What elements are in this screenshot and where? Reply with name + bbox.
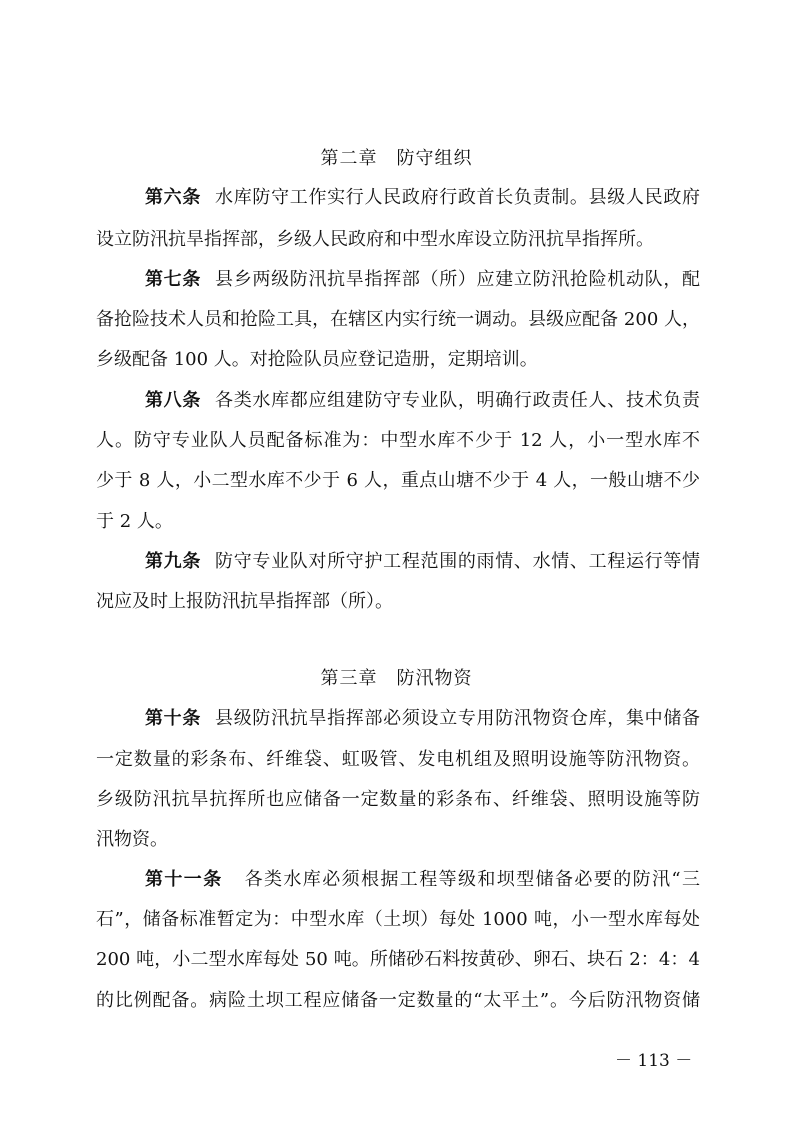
article-6-line-1 (145, 186, 700, 210)
article-8-line-4: 于 2 人。 (96, 511, 173, 532)
article-9-number: 第九条 (145, 551, 202, 572)
article-9-line-2: 况应及时上报防汛抗旱指挥部（所）。 (96, 591, 393, 612)
article-11-line-2: 石”，储备标准暂定为：中型水库（土坝）每处 1000 吨，小一型水库每处 (96, 909, 700, 930)
article-11-line-3: 200 吨，小二型水库每处 50 吨。所储砂石料按黄砂、卵石、块石 2：4：4 (96, 949, 700, 970)
article-10-number: 第十条 (145, 708, 202, 729)
article-10-line-4: 汛物资。 (96, 829, 168, 850)
chapter-2-heading: 第二章 防守组织 (320, 148, 473, 169)
article-10-line-1 (145, 707, 700, 731)
article-7-line-1 (145, 268, 700, 292)
article-7-line-3: 乡级配备 100 人。对抢险队员应登记造册，定期培训。 (96, 349, 538, 370)
article-11-line-1 (145, 868, 700, 892)
article-8-text-1: 各类水库都应组建防守专业队，明确行政责任人、技术负责 (215, 390, 701, 411)
article-9-text-1: 防守专业队对所守护工程范围的雨情、水情、工程运行等情 (215, 551, 701, 572)
article-6-text-1: 水库防守工作实行人民政府行政首长负责制。县级人民政府 (215, 187, 701, 208)
article-9-line-1 (145, 550, 700, 574)
article-11-line-4: 的比例配备。病险土坝工程应储备一定数量的“太平土”。今后防汛物资储 (96, 990, 700, 1011)
article-7-number: 第七条 (145, 269, 202, 290)
article-10-line-2: 一定数量的彩条布、纤维袋、虹吸管、发电机组及照明设施等防汛物资。 (96, 749, 700, 770)
chapter-3-heading: 第三章 防汛物资 (320, 668, 473, 689)
article-10-line-3: 乡级防汛抗旱抗挥所也应储备一定数量的彩条布、纤维袋、照明设施等防 (96, 789, 700, 810)
article-8-line-1 (145, 389, 700, 413)
article-7-text-1: 县乡两级防汛抗旱指挥部（所）应建立防汛抢险机动队，配 (215, 269, 701, 290)
article-8-number: 第八条 (145, 390, 202, 411)
article-11-number: 第十一条 (145, 869, 223, 890)
article-7-line-2: 备抢险技术人员和抢险工具，在辖区内实行统一调动。县级应配备 200 人， (96, 309, 700, 330)
article-6-number: 第六条 (145, 187, 202, 208)
article-8-line-3: 少于 8 人，小二型水库不少于 6 人，重点山塘不少于 4 人，一般山塘不少 (96, 470, 700, 491)
article-11-text-1: 各类水库必须根据工程等级和坝型储备必要的防汛“三 (244, 869, 701, 890)
page-number: － 113 － (615, 1051, 693, 1071)
article-10-text-1: 县级防汛抗旱指挥部必须设立专用防汛物资仓库，集中储备 (215, 708, 701, 729)
article-6-line-2: 设立防汛抗旱指挥部，乡级人民政府和中型水库设立防汛抗旱指挥所。 (96, 229, 654, 250)
article-8-line-2: 人。防守专业队人员配备标准为：中型水库不少于 12 人，小一型水库不 (96, 430, 700, 451)
